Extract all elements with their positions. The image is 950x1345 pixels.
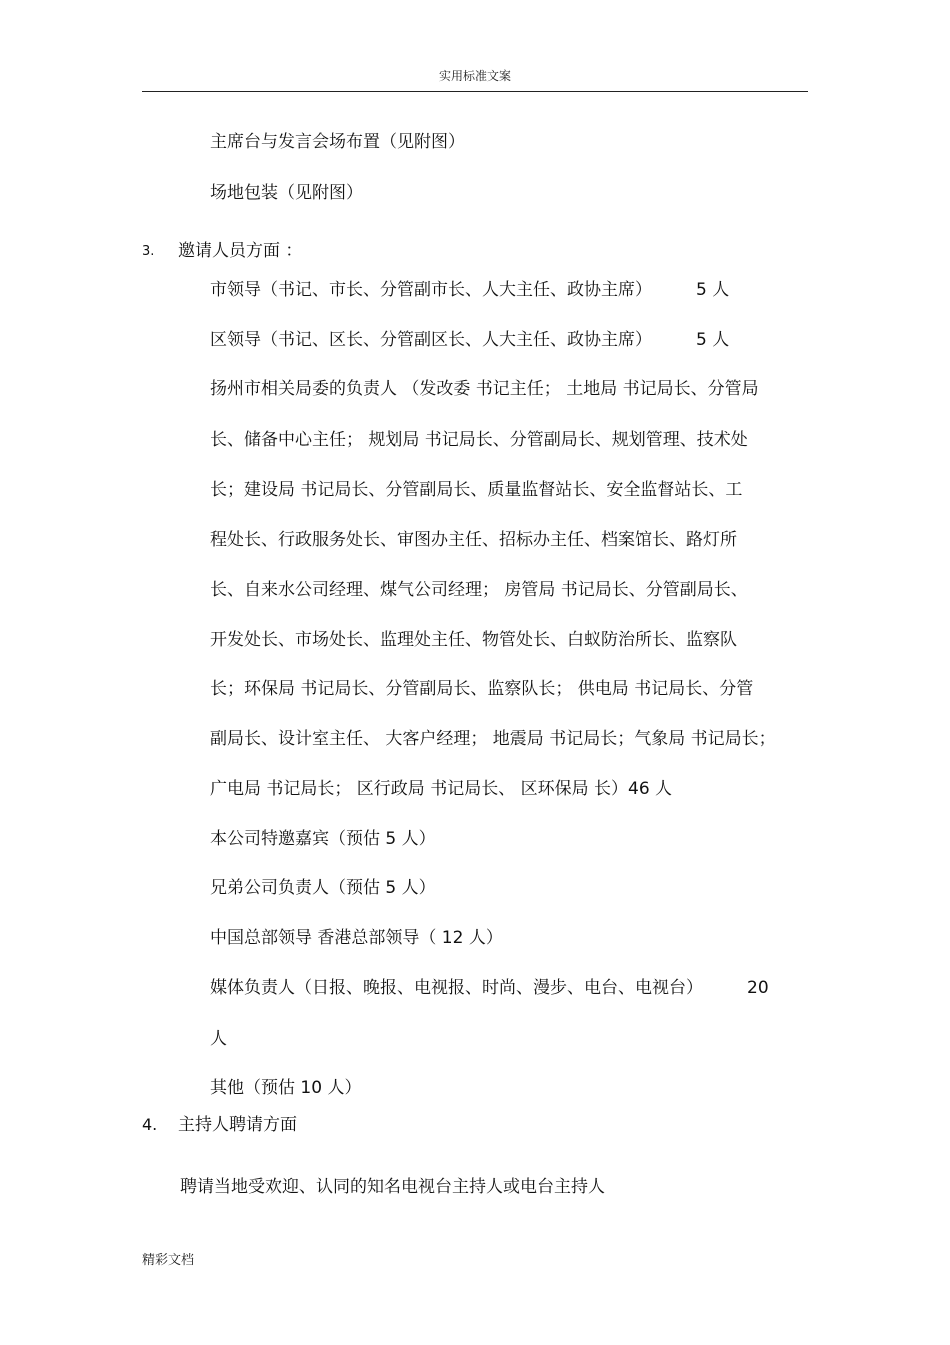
district-leaders-text: 区领导（书记、区长、分管副区长、人大主任、政协主席） xyxy=(210,330,652,350)
bureau-line: 程处长、行政服务处长、审图办主任、招标办主任、档案馆长、路灯所 xyxy=(210,530,737,550)
sister-companies-line: 兄弟公司负责人（预估 5 人） xyxy=(210,878,436,898)
paragraph-venue-packaging: 场地包装（见附图） xyxy=(210,183,363,203)
bureau-line: 长；环保局 书记局长、分管副局长、监察队长； 供电局 书记局长、分管 xyxy=(210,679,754,699)
district-leaders-count: 5 人 xyxy=(696,330,730,350)
page-footer: 精彩文档 xyxy=(142,1253,195,1268)
bureau-line: 开发处长、市场处长、监理处主任、物管处长、白蚁防治所长、监察队 xyxy=(210,630,737,650)
section-4-number: 4. xyxy=(142,1115,158,1134)
media-line xyxy=(210,977,769,999)
bureau-line: 扬州市相关局委的负责人 （发改委 书记主任； 土地局 书记局长、分管局 xyxy=(210,379,759,399)
city-leaders-line xyxy=(210,279,729,301)
city-leaders-count: 5 人 xyxy=(696,280,730,300)
others-line: 其他（预估 10 人） xyxy=(210,1078,362,1098)
section-3-title: 邀请人员方面 ： xyxy=(178,241,303,261)
hq-leaders-line: 中国总部领导 香港总部领导（ 12 人） xyxy=(210,928,503,948)
header-divider xyxy=(142,91,808,92)
bureau-line: 长、储备中心主任； 规划局 书记局长、分管副局长、规划管理、技术处 xyxy=(210,430,748,450)
bureau-line: 副局长、设计室主任、 大客户经理； 地震局 书记局长；气象局 书记局长； xyxy=(210,729,776,749)
media-count: 20 xyxy=(747,978,769,998)
paragraph-stage-layout: 主席台与发言会场布置（见附图） xyxy=(210,132,465,152)
media-unit-line: 人 xyxy=(210,1029,227,1049)
media-text: 媒体负责人（日报、晚报、电视报、时尚、漫步、电台、电视台） xyxy=(210,978,703,998)
city-leaders-text: 市领导（书记、市长、分管副市长、人大主任、政协主席） xyxy=(210,280,652,300)
bureau-line: 广电局 书记局长； 区行政局 书记局长、 区环保局 长）46 人 xyxy=(210,779,673,799)
bureau-line: 长；建设局 书记局长、分管副局长、质量监督站长、安全监督站长、工 xyxy=(210,480,743,500)
bureau-line: 长、自来水公司经理、煤气公司经理； 房管局 书记局长、分管副局长、 xyxy=(210,580,748,600)
section-4-title: 主持人聘请方面 xyxy=(178,1115,297,1135)
page-header: 实用标准文案 xyxy=(438,69,511,83)
vip-guests-line: 本公司特邀嘉宾（预估 5 人） xyxy=(210,829,436,849)
section-3-number: 3. xyxy=(142,244,155,259)
district-leaders-line xyxy=(210,329,729,351)
section-4-body: 聘请当地受欢迎、认同的知名电视台主持人或电台主持人 xyxy=(180,1177,605,1197)
